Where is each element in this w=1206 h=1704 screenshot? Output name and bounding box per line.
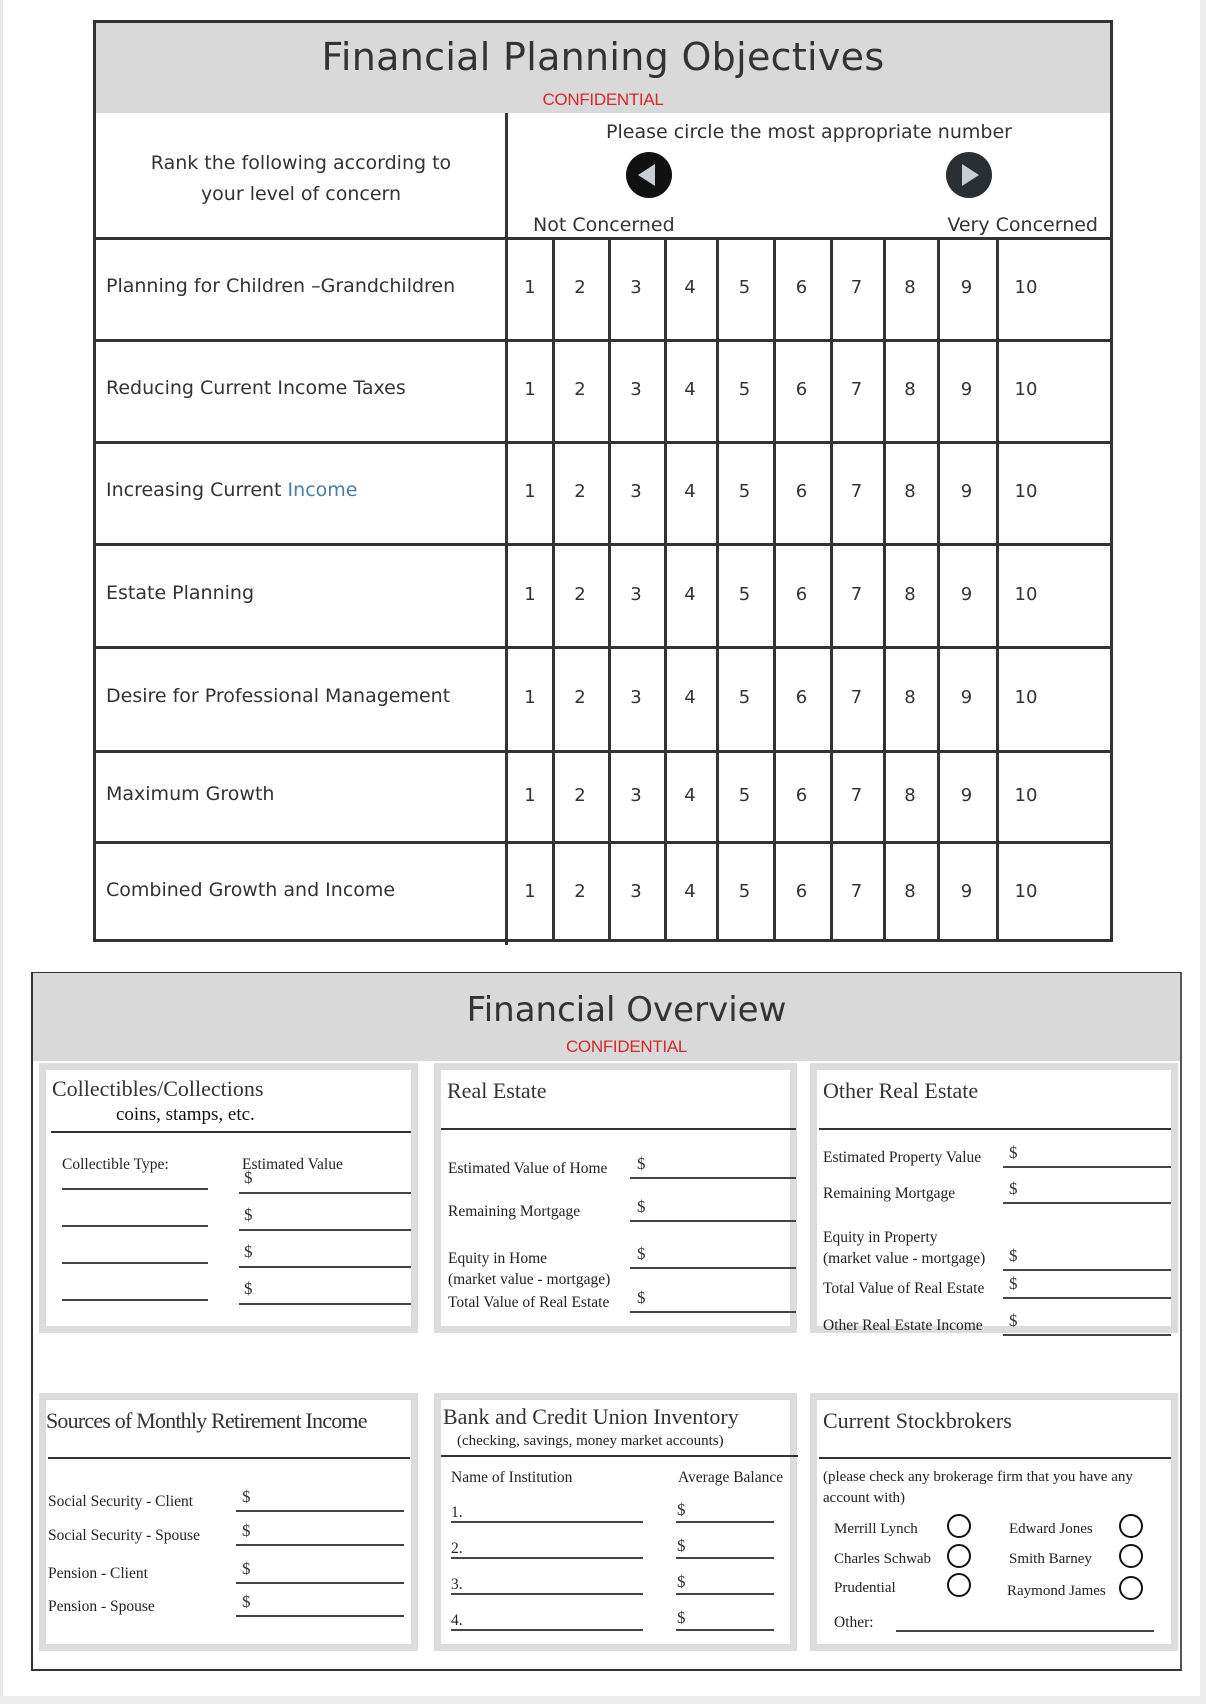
scale-option-number: 10 [1014, 481, 1038, 502]
scale-option-7[interactable] [830, 444, 883, 543]
currency-symbol: $ [244, 1168, 253, 1187]
currency-symbol: $ [677, 1608, 686, 1627]
scale-option-10[interactable] [996, 753, 1056, 841]
institution-number: 2. [451, 1540, 463, 1557]
collectibles-divider [51, 1131, 411, 1133]
real-estate-divider [441, 1128, 796, 1130]
scale-option-number: 1 [524, 379, 536, 400]
scale-option-9[interactable] [937, 342, 996, 441]
other-real-estate-card [810, 1063, 1178, 1333]
scale-option-4[interactable] [664, 444, 716, 543]
scale-option-2[interactable] [552, 546, 608, 646]
stockbrokers-instruction-line1: (please check any brokerage firm that you have any [823, 1469, 1133, 1485]
currency-symbol: $ [242, 1592, 251, 1611]
scale-option-7[interactable] [830, 844, 883, 942]
currency-symbol: $ [1009, 1274, 1018, 1293]
overview-confidential-label: CONFIDENTIAL [565, 1037, 688, 1056]
scale-option-number: 7 [850, 881, 863, 902]
scale-option-3[interactable] [608, 444, 664, 543]
scale-option-4[interactable] [664, 844, 716, 942]
scale-option-10[interactable] [996, 444, 1056, 543]
scale-option-3[interactable] [608, 546, 664, 646]
scale-option-number: 1 [524, 481, 536, 502]
scale-option-10[interactable] [996, 649, 1056, 750]
scale-option-number: 4 [684, 881, 696, 902]
scale-option-5[interactable] [716, 444, 773, 543]
scale-option-10[interactable] [996, 844, 1056, 942]
scale-option-7[interactable] [830, 753, 883, 841]
scale-option-10[interactable] [996, 342, 1056, 441]
scale-option-4[interactable] [664, 240, 716, 339]
average-balance-input[interactable] [676, 1593, 774, 1595]
institution-name-input[interactable] [451, 1629, 643, 1631]
objective-label [106, 479, 357, 501]
scale-option-1[interactable] [508, 753, 552, 841]
field-label: Remaining Mortgage [823, 1185, 956, 1202]
scale-option-3[interactable] [608, 342, 664, 441]
scale-option-number: 3 [630, 584, 642, 605]
other-broker-input[interactable] [896, 1630, 1154, 1632]
objective-label-accent: Income [287, 479, 358, 501]
objective-label-text: Maximum Growth [106, 783, 275, 805]
rank-instruction-line1: Rank the following according to [150, 152, 452, 174]
scale-option-8[interactable] [883, 444, 937, 543]
other-real-estate-title: Other Real Estate [823, 1078, 979, 1103]
scale-option-6[interactable] [773, 240, 830, 339]
institution-number: 3. [451, 1576, 463, 1593]
financial-overview [31, 972, 1182, 1671]
stockbrokers-title: Current Stockbrokers [823, 1408, 1012, 1433]
collectible-value-input[interactable] [239, 1303, 411, 1305]
scale-option-5[interactable] [716, 844, 773, 942]
scale-option-9[interactable] [937, 444, 996, 543]
scale-option-number: 1 [524, 785, 536, 806]
scale-option-number: 6 [795, 379, 808, 400]
scale-option-number: 9 [960, 277, 973, 298]
currency-symbol: $ [677, 1500, 686, 1519]
scale-option-6[interactable] [773, 753, 830, 841]
field-label: Social Security - Client [48, 1493, 194, 1510]
scale-option-number: 4 [684, 584, 696, 605]
retirement-income-title: Sources of Monthly Retirement Income [46, 1408, 367, 1433]
scale-option-6[interactable] [773, 546, 830, 646]
objective-row [96, 841, 1110, 942]
objective-label [106, 879, 395, 901]
scale-option-9[interactable] [937, 240, 996, 339]
broker-checkbox-smith-barney[interactable] [1119, 1544, 1143, 1568]
scale-option-number: 2 [574, 481, 586, 502]
scale-option-number: 9 [960, 379, 973, 400]
scale-option-number: 3 [630, 277, 642, 298]
scale-low-label: Not Concerned [533, 214, 675, 236]
scale-option-9[interactable] [937, 546, 996, 646]
objective-row [96, 237, 1110, 339]
scale-option-4[interactable] [664, 546, 716, 646]
scale-option-9[interactable] [937, 649, 996, 750]
currency-input[interactable] [1003, 1166, 1171, 1168]
field-note: (market value - mortgage) [823, 1250, 986, 1267]
average-balance-input[interactable] [676, 1557, 774, 1559]
scale-option-10[interactable] [996, 240, 1056, 339]
broker-checkbox-merrill-lynch[interactable] [947, 1514, 971, 1538]
scale-option-number: 5 [738, 277, 751, 298]
scale-option-number: 2 [574, 687, 586, 708]
scale-option-5[interactable] [716, 546, 773, 646]
currency-input[interactable] [630, 1267, 796, 1269]
scale-option-number: 6 [795, 785, 808, 806]
scale-option-number: 10 [1014, 277, 1038, 298]
objective-label [106, 582, 254, 604]
scale-option-number: 1 [524, 687, 536, 708]
collectible-type-input[interactable] [62, 1299, 208, 1301]
scale-option-7[interactable] [830, 240, 883, 339]
bank-inventory-divider [441, 1455, 798, 1457]
scale-option-number: 10 [1014, 584, 1038, 605]
scale-option-number: 8 [904, 584, 916, 605]
scale-option-4[interactable] [664, 753, 716, 841]
scale-option-6[interactable] [773, 342, 830, 441]
scale-option-number: 10 [1014, 379, 1038, 400]
scale-option-number: 7 [850, 687, 863, 708]
currency-symbol: $ [242, 1487, 251, 1506]
scale-option-5[interactable] [716, 240, 773, 339]
scale-option-number: 9 [960, 481, 973, 502]
scale-option-2[interactable] [552, 649, 608, 750]
currency-symbol: $ [244, 1279, 253, 1298]
currency-symbol: $ [637, 1154, 646, 1173]
field-label: Equity in Home [448, 1250, 548, 1267]
other-real-estate-divider [819, 1128, 1171, 1130]
currency-symbol: $ [244, 1242, 253, 1261]
objective-label [106, 783, 274, 805]
broker-label-prudential: Prudential [834, 1580, 896, 1596]
institution-name-input[interactable] [451, 1593, 643, 1595]
average-balance-input[interactable] [676, 1521, 774, 1523]
field-label: Equity in Property [823, 1229, 938, 1246]
currency-input[interactable] [1003, 1269, 1171, 1271]
scale-option-1[interactable] [508, 444, 552, 543]
collectibles-card [39, 1063, 418, 1333]
scale-option-number: 1 [524, 881, 536, 902]
bank-inventory-card [434, 1393, 797, 1651]
rank-instruction [96, 148, 506, 210]
scale-option-number: 9 [960, 584, 973, 605]
objectives-header [96, 23, 1110, 113]
objective-label [106, 275, 455, 297]
currency-symbol: $ [637, 1288, 646, 1307]
collectibles-subtitle: coins, stamps, etc. [116, 1104, 255, 1125]
scale-option-2[interactable] [552, 240, 608, 339]
scale-option-number: 3 [630, 379, 642, 400]
currency-symbol: $ [242, 1521, 251, 1540]
scale-option-7[interactable] [830, 649, 883, 750]
scale-option-8[interactable] [883, 546, 937, 646]
collectible-type-input[interactable] [62, 1225, 208, 1227]
scale-option-number: 5 [738, 481, 751, 502]
scale-option-number: 4 [684, 277, 696, 298]
scale-option-5[interactable] [716, 649, 773, 750]
collectible-value-input[interactable] [239, 1229, 411, 1231]
scale-option-number: 7 [850, 379, 863, 400]
broker-checkbox-charles-schwab[interactable] [947, 1544, 971, 1568]
real-estate-card [434, 1063, 797, 1333]
collectible-type-header: Collectible Type: [62, 1156, 169, 1173]
scale-option-4[interactable] [664, 342, 716, 441]
currency-symbol: $ [637, 1244, 646, 1263]
institution-name-input[interactable] [451, 1521, 643, 1523]
scale-option-1[interactable] [508, 240, 552, 339]
scale-option-number: 3 [630, 881, 642, 902]
institution-number: 4. [451, 1612, 463, 1629]
retirement-income-card [39, 1393, 418, 1651]
objective-label-text: Reducing Current Income Taxes [106, 377, 406, 399]
collectible-value-input[interactable] [239, 1192, 411, 1194]
scale-option-number: 3 [630, 687, 642, 708]
objective-label-text: Estate Planning [106, 582, 255, 604]
scale-option-1[interactable] [508, 546, 552, 646]
institution-name-input[interactable] [451, 1557, 643, 1559]
average-balance-header: Average Balance [678, 1469, 784, 1486]
field-label: Other Real Estate Income [823, 1317, 983, 1334]
scale-option-number: 8 [904, 277, 916, 298]
scale-option-3[interactable] [608, 844, 664, 942]
scale-option-number: 4 [684, 785, 696, 806]
scale-option-7[interactable] [830, 342, 883, 441]
broker-checkbox-raymond-james[interactable] [1119, 1576, 1143, 1600]
scale-option-number: 8 [904, 379, 916, 400]
scale-option-2[interactable] [552, 844, 608, 942]
stockbrokers-divider [819, 1457, 1171, 1459]
scale-option-number: 9 [960, 881, 973, 902]
scale-option-8[interactable] [883, 342, 937, 441]
currency-symbol: $ [1009, 1179, 1018, 1198]
broker-label-raymond-james: Raymond James [1007, 1583, 1106, 1599]
scale-option-number: 2 [574, 379, 586, 400]
scale-option-2[interactable] [552, 444, 608, 543]
page-edge-right [1200, 0, 1206, 1704]
broker-label-charles-schwab: Charles Schwab [834, 1551, 932, 1567]
estimated-value-header: Estimated Value [242, 1156, 343, 1173]
scale-option-number: 3 [630, 785, 642, 806]
objective-row [96, 750, 1110, 841]
page-edge-bottom [0, 1696, 1206, 1704]
scale-option-number: 8 [904, 785, 916, 806]
scale-option-1[interactable] [508, 649, 552, 750]
objective-label [106, 685, 450, 707]
arrow-right-icon [946, 152, 992, 198]
currency-symbol: $ [677, 1572, 686, 1591]
scale-option-6[interactable] [773, 649, 830, 750]
objective-row [96, 543, 1110, 646]
real-estate-title: Real Estate [447, 1078, 547, 1103]
objectives-title: Financial Planning Objectives [321, 35, 885, 79]
scale-option-4[interactable] [664, 649, 716, 750]
scale-option-6[interactable] [773, 444, 830, 543]
scale-high-label: Very Concerned [947, 214, 1098, 236]
scale-option-number: 5 [738, 785, 751, 806]
field-label: Pension - Client [48, 1565, 148, 1582]
scale-option-number: 8 [904, 881, 916, 902]
circle-instruction: Please circle the most appropriate number [606, 121, 1012, 143]
retirement-income-divider [48, 1457, 410, 1459]
scale-option-5[interactable] [716, 753, 773, 841]
field-label: Estimated Value of Home [448, 1160, 608, 1177]
scale-option-number: 6 [795, 881, 808, 902]
scale-option-8[interactable] [883, 753, 937, 841]
objective-row [96, 646, 1110, 750]
field-label: Social Security - Spouse [48, 1527, 200, 1544]
scale-option-3[interactable] [608, 753, 664, 841]
broker-label-smith-barney: Smith Barney [1009, 1551, 1092, 1567]
currency-symbol: $ [677, 1536, 686, 1555]
scale-option-6[interactable] [773, 844, 830, 942]
scale-option-number: 4 [684, 379, 696, 400]
bank-inventory-title: Bank and Credit Union Inventory [443, 1404, 739, 1429]
scale-option-3[interactable] [608, 240, 664, 339]
average-balance-input[interactable] [676, 1629, 774, 1631]
field-label: Total Value of Real Estate [823, 1280, 985, 1297]
scale-option-number: 1 [524, 584, 536, 605]
overview-title: Financial Overview [466, 990, 787, 1030]
objective-row [96, 441, 1110, 543]
scale-option-number: 6 [795, 277, 808, 298]
currency-input[interactable] [236, 1582, 404, 1584]
currency-symbol: $ [1009, 1246, 1018, 1265]
scale-option-8[interactable] [883, 240, 937, 339]
scale-option-number: 7 [850, 481, 863, 502]
scale-option-number: 3 [630, 481, 642, 502]
scale-option-number: 6 [795, 481, 808, 502]
scale-option-8[interactable] [883, 649, 937, 750]
other-broker-label: Other: [834, 1614, 874, 1631]
broker-label-merrill-lynch: Merrill Lynch [834, 1521, 918, 1537]
currency-symbol: $ [244, 1205, 253, 1224]
field-label: Remaining Mortgage [448, 1203, 581, 1220]
objective-row [96, 339, 1110, 441]
scale-option-number: 1 [524, 277, 536, 298]
objective-label-text: Desire for Professional Management [106, 685, 451, 707]
stockbrokers-instruction-line2: account with) [823, 1490, 906, 1506]
scale-option-1[interactable] [508, 844, 552, 942]
currency-symbol: $ [242, 1559, 251, 1578]
scale-option-number: 8 [904, 687, 916, 708]
collectibles-title: Collectibles/Collections [52, 1076, 264, 1101]
field-label: Pension - Spouse [48, 1598, 155, 1615]
institution-number: 1. [451, 1504, 463, 1521]
scale-option-10[interactable] [996, 546, 1056, 646]
institution-name-header: Name of Institution [451, 1469, 573, 1486]
stockbrokers-card [810, 1393, 1178, 1651]
scale-option-number: 5 [738, 881, 751, 902]
scale-option-number: 4 [684, 481, 696, 502]
collectible-type-input[interactable] [62, 1188, 208, 1190]
scale-option-number: 7 [850, 584, 863, 605]
scale-option-number: 10 [1014, 881, 1038, 902]
overview-header [33, 973, 1180, 1061]
currency-symbol: $ [1009, 1311, 1018, 1330]
currency-input[interactable] [630, 1177, 796, 1179]
scale-option-number: 6 [795, 687, 808, 708]
scale-option-3[interactable] [608, 649, 664, 750]
scale-option-1[interactable] [508, 342, 552, 441]
rank-instruction-line2: your level of concern [200, 183, 402, 205]
objective-label [106, 377, 406, 399]
scale-option-number: 4 [684, 687, 696, 708]
scale-option-number: 7 [850, 277, 863, 298]
scale-option-7[interactable] [830, 546, 883, 646]
scale-option-5[interactable] [716, 342, 773, 441]
scale-option-number: 6 [795, 584, 808, 605]
scale-option-number: 9 [960, 785, 973, 806]
scale-option-number: 10 [1014, 687, 1038, 708]
scale-option-9[interactable] [937, 753, 996, 841]
scale-option-number: 10 [1014, 785, 1038, 806]
currency-input[interactable] [630, 1311, 796, 1313]
bank-inventory-subtitle: (checking, savings, money market accounts) [457, 1433, 724, 1449]
scale-option-2[interactable] [552, 342, 608, 441]
objective-label-text: Planning for Children –Grandchildren [106, 275, 456, 297]
page-edge-left [0, 0, 3, 1704]
currency-input[interactable] [1003, 1202, 1171, 1204]
scale-option-number: 5 [738, 379, 751, 400]
broker-label-edward-jones: Edward Jones [1009, 1521, 1093, 1537]
scale-option-number: 2 [574, 277, 586, 298]
scale-option-9[interactable] [937, 844, 996, 942]
scale-option-2[interactable] [552, 753, 608, 841]
currency-symbol: $ [1009, 1143, 1018, 1162]
objectives-confidential-label: CONFIDENTIAL [542, 90, 664, 109]
scale-option-number: 2 [574, 881, 586, 902]
objective-label-text: Increasing Current [106, 479, 288, 501]
field-note: (market value - mortgage) [448, 1271, 611, 1288]
scale-option-number: 9 [960, 687, 973, 708]
objectives-table [93, 20, 1113, 942]
scale-option-8[interactable] [883, 844, 937, 942]
collectible-type-input[interactable] [62, 1262, 208, 1264]
scale-option-number: 7 [850, 785, 863, 806]
scale-option-number: 8 [904, 481, 916, 502]
currency-input[interactable] [1003, 1334, 1171, 1336]
scale-option-number: 2 [574, 785, 586, 806]
currency-input[interactable] [630, 1220, 796, 1222]
currency-input[interactable] [1003, 1297, 1171, 1299]
scale-option-number: 5 [738, 687, 751, 708]
currency-input[interactable] [236, 1615, 404, 1617]
scale-option-number: 2 [574, 584, 586, 605]
currency-input[interactable] [236, 1510, 404, 1512]
objective-label-text: Combined Growth and Income [106, 879, 396, 901]
field-label: Estimated Property Value [823, 1149, 982, 1166]
broker-checkbox-edward-jones[interactable] [1119, 1514, 1143, 1538]
currency-symbol: $ [637, 1197, 646, 1216]
field-label: Total Value of Real Estate [448, 1294, 610, 1311]
arrow-left-icon [626, 152, 672, 198]
currency-input[interactable] [236, 1544, 404, 1546]
broker-checkbox-prudential[interactable] [947, 1573, 971, 1597]
collectible-value-input[interactable] [239, 1266, 411, 1268]
scale-option-number: 5 [738, 584, 751, 605]
